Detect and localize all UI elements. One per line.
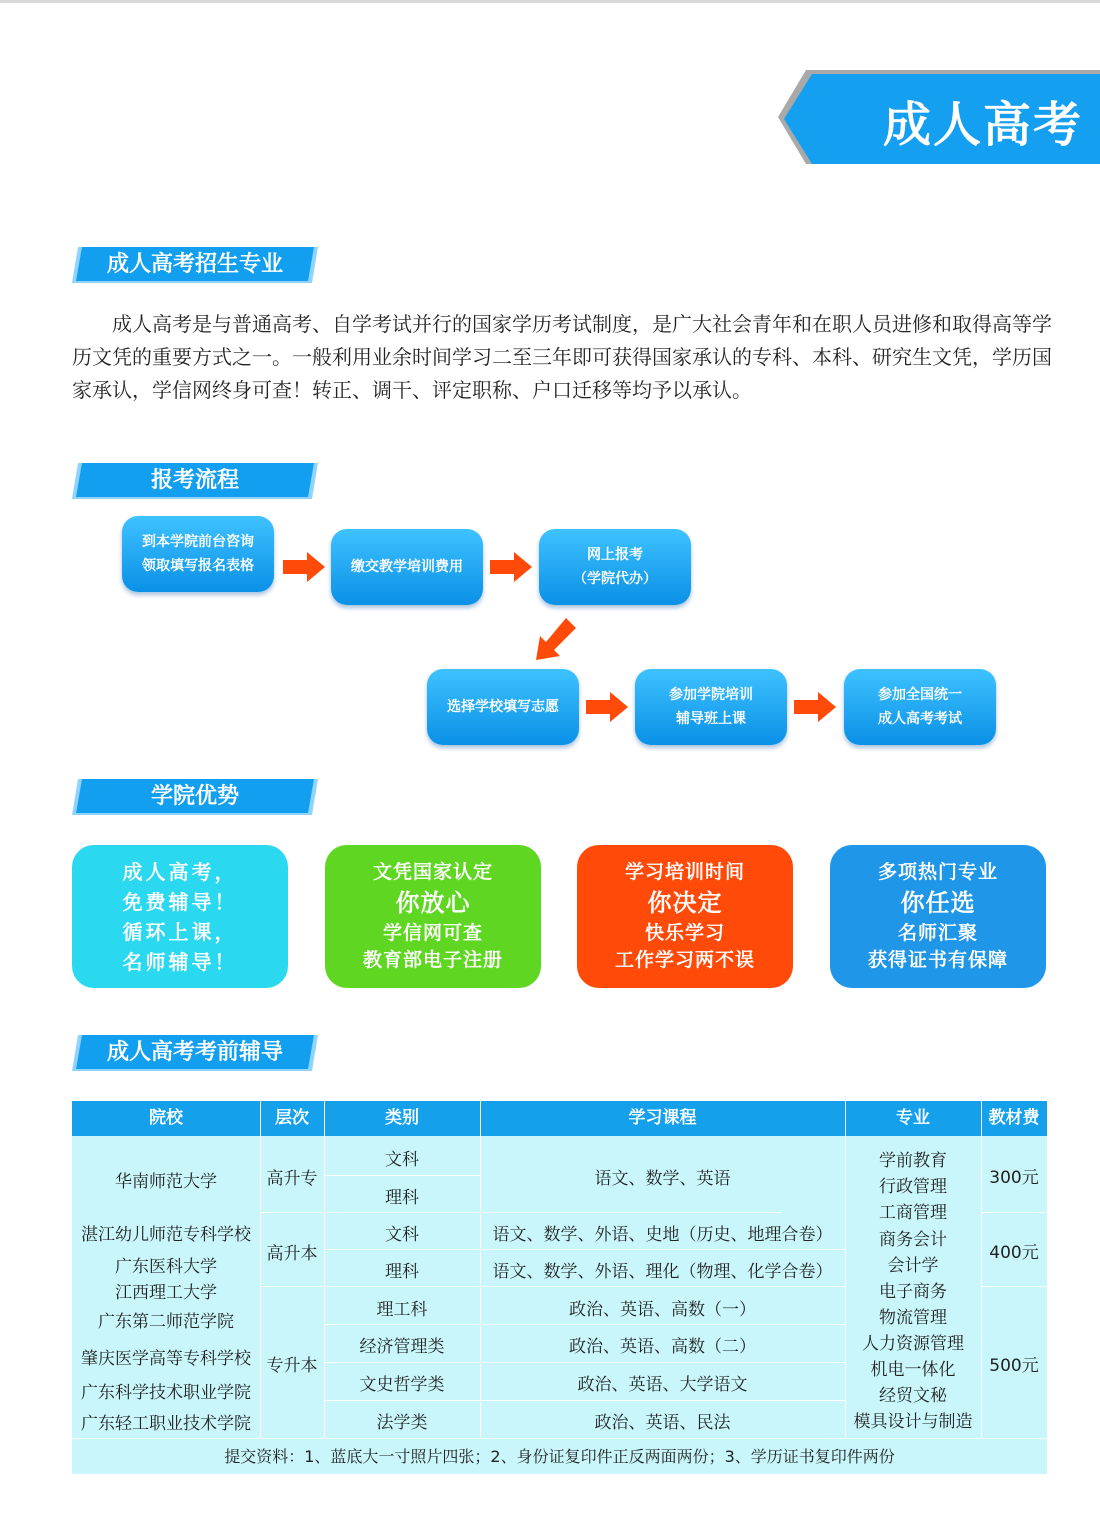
flow-step-line: 到本学院前台咨询 xyxy=(142,534,254,550)
table-cell-category: 理科 xyxy=(385,1262,419,1282)
table-header: 教材费 xyxy=(981,1101,1047,1136)
tutoring-table xyxy=(72,1101,1047,1474)
table-cell-course: 语文、数学、外语、理化（物理、化学合卷） xyxy=(492,1262,833,1282)
section-header-tutoring xyxy=(72,1035,318,1071)
advantage-card-majors xyxy=(830,845,1046,988)
card-line: 学信网可查 xyxy=(382,922,483,944)
flow-step-line: 参加全国统一 xyxy=(878,687,962,703)
table-cell-major: 人力资源管理 xyxy=(862,1334,964,1354)
table-cell-category: 法学类 xyxy=(376,1413,428,1433)
table-divider xyxy=(981,1286,1047,1287)
flow-step-line: 参加学院培训 xyxy=(669,687,753,703)
table-cell-major: 商务会计 xyxy=(879,1230,947,1250)
flow-step-register-online xyxy=(539,529,691,605)
card-line: 快乐学习 xyxy=(644,922,725,944)
card-line: 获得证书有保障 xyxy=(867,949,1008,971)
table-cell-major: 行政管理 xyxy=(879,1177,947,1197)
table-cell-school: 湛江幼儿师范专科学校 xyxy=(81,1225,251,1245)
table-divider xyxy=(324,1400,845,1401)
title-banner xyxy=(778,70,1100,164)
table-header: 层次 xyxy=(260,1101,324,1136)
table-cell-major: 模具设计与制造 xyxy=(853,1412,973,1432)
arrow-right-icon xyxy=(794,692,836,722)
table-cell-level: 高升本 xyxy=(266,1244,318,1264)
table-cell-course: 语文、数学、英语 xyxy=(594,1169,731,1189)
table-cell-major: 工商管理 xyxy=(879,1203,947,1223)
table-cell-course: 政治、英语、民法 xyxy=(594,1413,731,1433)
card-line: 文凭国家认定 xyxy=(372,861,493,883)
section-title-process: 报考流程 xyxy=(150,468,239,493)
card-line: 免费辅导！ xyxy=(122,889,238,914)
table-divider xyxy=(260,1212,781,1213)
table-cell-school: 广东科学技术职业学院 xyxy=(81,1383,251,1403)
table-cell-category: 经济管理类 xyxy=(359,1337,445,1357)
table-cell-school: 广东医科大学 xyxy=(115,1257,217,1277)
card-highlight: 你放心 xyxy=(395,889,471,917)
flow-step-line: 网上报考 xyxy=(587,547,643,563)
table-divider xyxy=(260,1101,261,1438)
table-header: 类别 xyxy=(324,1101,480,1136)
flow-step-line: 成人高考考试 xyxy=(878,711,962,727)
table-cell-major: 会计学 xyxy=(887,1256,939,1276)
flow-step-choose-school xyxy=(427,669,579,745)
intro-paragraph: 成人高考是与普通高考、自学考试并行的国家学历考试制度，是广大社会青年和在职人员进修和取得高等学历文凭的重要方式之一。一般利用业余时间学习二至三年即可获得国家承认的专科、本科、研究生文凭，学历国家承认，学信网终身可查！转正、调干、评定职称、户口迁移等均予以承认。 xyxy=(72,312,1052,402)
table-divider xyxy=(324,1362,845,1363)
section-title-tutoring: 成人高考考前辅导 xyxy=(106,1040,283,1065)
table-cell-school: 江西理工大学 xyxy=(115,1283,217,1303)
flow-step-pay xyxy=(331,529,483,605)
table-cell-fee: 300元 xyxy=(989,1168,1039,1188)
card-line: 工作学习两不误 xyxy=(614,949,755,971)
section-header-process xyxy=(72,463,318,499)
card-line: 学习培训时间 xyxy=(624,861,745,883)
table-note: 提交资料：1、蓝底大一寸照片四张；2、身份证复印件正反两面两份；3、学历证书复印件两份 xyxy=(72,1438,1047,1475)
card-line: 教育部电子注册 xyxy=(362,949,503,971)
table-cell-category: 理工科 xyxy=(376,1300,428,1320)
table-divider xyxy=(981,1101,982,1438)
card-line: 成人高考， xyxy=(122,859,238,884)
table-cell-level: 高升专 xyxy=(266,1169,318,1189)
flow-step-line: （学院代办） xyxy=(573,571,657,587)
arrow-right-icon xyxy=(586,692,628,722)
table-header: 专业 xyxy=(845,1101,981,1136)
table-cell-major: 物流管理 xyxy=(879,1308,947,1328)
table-cell-course: 政治、英语、高数（一） xyxy=(569,1300,756,1320)
flow-step-line: 缴交教学培训费用 xyxy=(351,559,463,575)
section-title-majors: 成人高考招生专业 xyxy=(106,252,283,277)
table-cell-category: 文科 xyxy=(385,1150,419,1170)
flow-step-line: 辅导班上课 xyxy=(676,711,746,727)
table-header: 院校 xyxy=(72,1101,260,1136)
flow-step-line: 领取填写报名表格 xyxy=(142,558,254,574)
card-line: 循环上课， xyxy=(122,919,238,944)
table-cell-school: 华南师范大学 xyxy=(115,1172,217,1192)
card-line: 多项热门专业 xyxy=(877,861,998,883)
card-line: 名师辅导！ xyxy=(122,949,238,974)
arrow-right-icon xyxy=(283,552,325,582)
table-cell-school: 肇庆医学高等专科学校 xyxy=(81,1349,251,1369)
flow-step-training xyxy=(635,669,787,745)
table-header: 学习课程 xyxy=(480,1101,845,1136)
flow-step-consult xyxy=(122,516,274,592)
table-cell-course: 语文、数学、外语、史地（历史、地理合卷） xyxy=(492,1225,833,1245)
table-cell-category: 文科 xyxy=(385,1225,419,1245)
table-divider xyxy=(324,1249,845,1250)
table-cell-major: 经贸文秘 xyxy=(879,1386,947,1406)
card-highlight: 你决定 xyxy=(647,889,723,917)
table-divider xyxy=(981,1212,1047,1213)
table-divider xyxy=(324,1175,480,1176)
section-header-advantages xyxy=(72,779,318,815)
table-cell-school: 广东第二师范学院 xyxy=(98,1312,234,1332)
flow-step-exam xyxy=(844,669,996,745)
flow-step-line: 选择学校填写志愿 xyxy=(447,699,559,715)
advantage-card-schedule xyxy=(577,845,793,988)
table-cell-category: 文史哲学类 xyxy=(359,1375,445,1395)
table-cell-category: 理科 xyxy=(385,1188,419,1208)
table-divider xyxy=(324,1324,845,1325)
section-header-majors xyxy=(72,247,318,283)
table-cell-level: 专升本 xyxy=(266,1356,318,1376)
arrow-right-icon xyxy=(490,552,532,582)
table-cell-major: 机电一体化 xyxy=(870,1360,956,1380)
top-border xyxy=(0,0,1100,3)
table-cell-course: 政治、英语、高数（二） xyxy=(569,1337,756,1357)
section-title-advantages: 学院优势 xyxy=(150,784,239,809)
card-line: 名师汇聚 xyxy=(897,922,978,944)
advantage-card-diploma xyxy=(325,845,541,988)
table-cell-major: 学前教育 xyxy=(879,1151,947,1171)
card-highlight: 你任选 xyxy=(900,889,976,917)
table-cell-fee: 500元 xyxy=(989,1356,1039,1376)
table-cell-major: 电子商务 xyxy=(879,1282,947,1302)
banner-title: 成人高考 xyxy=(882,97,1083,153)
table-cell-course: 政治、英语、大学语文 xyxy=(577,1375,748,1395)
advantage-card-free-tutoring xyxy=(72,845,288,988)
table-cell-fee: 400元 xyxy=(989,1243,1039,1263)
arrow-down-left-icon xyxy=(536,618,576,660)
table-cell-school: 广东轻工职业技术学院 xyxy=(81,1414,251,1434)
table-divider xyxy=(260,1286,845,1287)
